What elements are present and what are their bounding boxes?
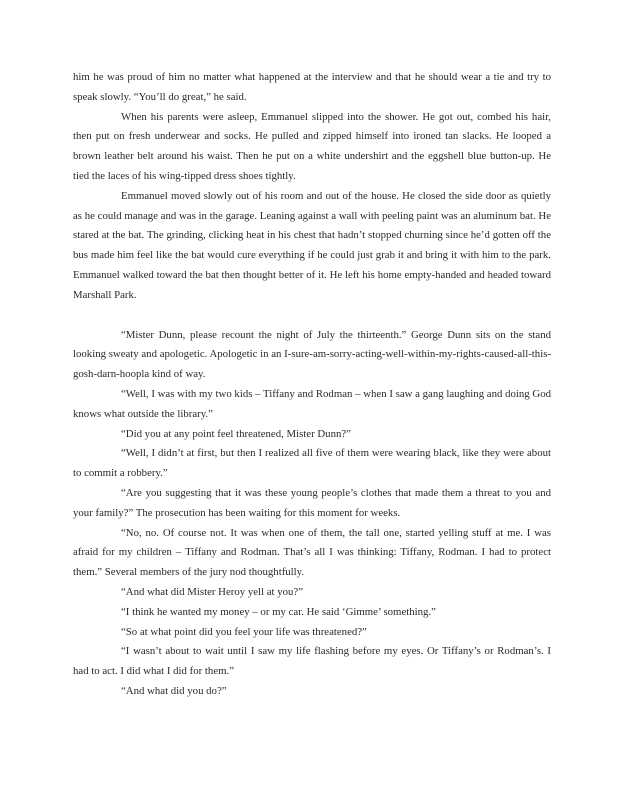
paragraph-dialogue: “And what did Mister Heroy yell at you?” [121,585,303,598]
paragraph-garage-bat: Emmanuel moved slowly out of his room and out of the house. He closed the side door as quietly as he could manage and was in the garage. Leaning against a wall with peeling paint was an aluminum bat. He stared at the bat. The grinding, clicking heat in his chest that hadn’t stopped churning since he’d gotten off the bus made him feel like the bat would cure everything if he could just grab it and bring it with him to the park. Emmanuel walked toward the bat then thought better of it. He left his home empty-handed and headed toward Marshall Park. [73,189,551,301]
paragraph-dialogue: “Well, I was with my two kids – Tiffany and Rodman – when I saw a gang laughing and doing God knows what outside the library.” [73,387,551,420]
paragraph-dialogue: “I wasn’t about to wait until I saw my life flashing before my eyes. Or Tiffany’s or Rodman’s. I had to act. I did what I did for them.” [73,645,551,678]
paragraph-dialogue: “So at what point did you feel your life was threatened?” [121,625,367,638]
paragraph-dialogue: “I think he wanted my money – or my car. He said ‘Gimme’ something.” [121,605,436,618]
paragraph-dialogue: “And what did you do?” [121,684,227,697]
paragraph-dialogue: “No, no. Of course not. It was when one of them, the tall one, started yelling stuff at me. I was afraid for my children – Tiffany and Rodman. That’s all I was thinking: Tiffany, Rodman. I had to protect them.” Several members of the jury nod thoughtfully. [73,526,551,579]
paragraph-shower: When his parents were asleep, Emmanuel slipped into the shower. He got out, combed his hair, then put on fresh underwear and socks. He pulled and zipped himself into ironed tan slacks. He looped a brown leather belt around his waist. Then he put on a white undershirt and the eggshell blue button-up. He tied the laces of his wing-tipped dress shoes tightly. [73,110,551,182]
paragraph-continuation: him he was proud of him no matter what happened at the interview and that he should wear a tie and try to speak slowly. “You’ll do great,” he said. [73,71,551,103]
paragraph-dialogue: “Well, I didn’t at first, but then I realized all five of them were wearing black, like they were about to commit a robbery.” [73,447,551,480]
paragraph-dialogue: “Did you at any point feel threatened, Mister Dunn?” [121,427,351,440]
section-break [73,306,551,326]
paragraph-dialogue: “Are you suggesting that it was these young people’s clothes that made them a threat to you and your family?” The prosecution has been waiting for this moment for weeks. [73,486,551,519]
paragraph-testimony-opening: “Mister Dunn, please recount the night of July the thirteenth.” George Dunn sits on the stand looking sweaty and apologetic. Apologetic in an I-sure-am-sorry-acting-well-within-my-rights-caused-all-this-gosh-darn-hoopla kind of way. [73,328,551,381]
body-text [73,68,551,702]
